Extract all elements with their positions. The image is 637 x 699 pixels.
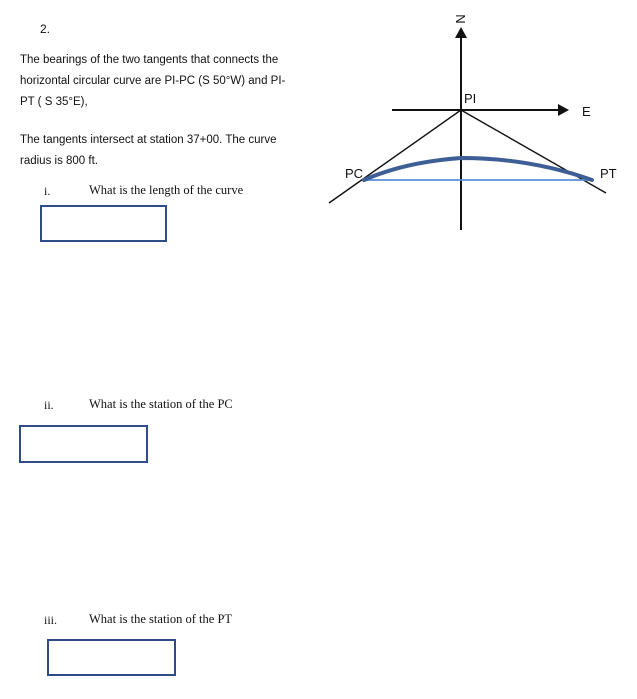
statement-line: The bearings of the two tangents that connects the <box>20 54 279 66</box>
problem-number: 2. <box>40 22 51 36</box>
question-3-number: iii. <box>44 613 58 627</box>
question-2-text: What is the station of the PC <box>89 397 233 411</box>
statement-line: The tangents intersect at station 37+00. The curve <box>20 134 277 146</box>
curve-diagram <box>0 0 637 260</box>
east-arrow-icon <box>558 104 569 116</box>
pt-label: PT <box>600 166 617 181</box>
question-3-text: What is the station of the PT <box>89 612 233 626</box>
north-label: N <box>453 14 468 24</box>
question-1-number: i. <box>44 184 51 198</box>
pc-label: PC <box>345 166 364 181</box>
statement-line: horizontal circular curve are PI-PC (S 50°W) and PI- <box>20 75 286 87</box>
statement-line: PT ( S 35°E), <box>20 96 88 108</box>
answer-box-2[interactable] <box>19 425 148 463</box>
question-1-text: What is the length of the curve <box>89 183 244 197</box>
pi-label: PI <box>464 91 477 106</box>
north-arrow-icon <box>455 27 467 38</box>
east-label: E <box>582 104 591 119</box>
question-2-number: ii. <box>44 398 54 412</box>
circular-curve <box>364 158 592 180</box>
answer-box-3[interactable] <box>47 639 176 676</box>
tangent-pi-pc <box>329 110 461 203</box>
statement-line: radius is 800 ft. <box>20 155 98 167</box>
